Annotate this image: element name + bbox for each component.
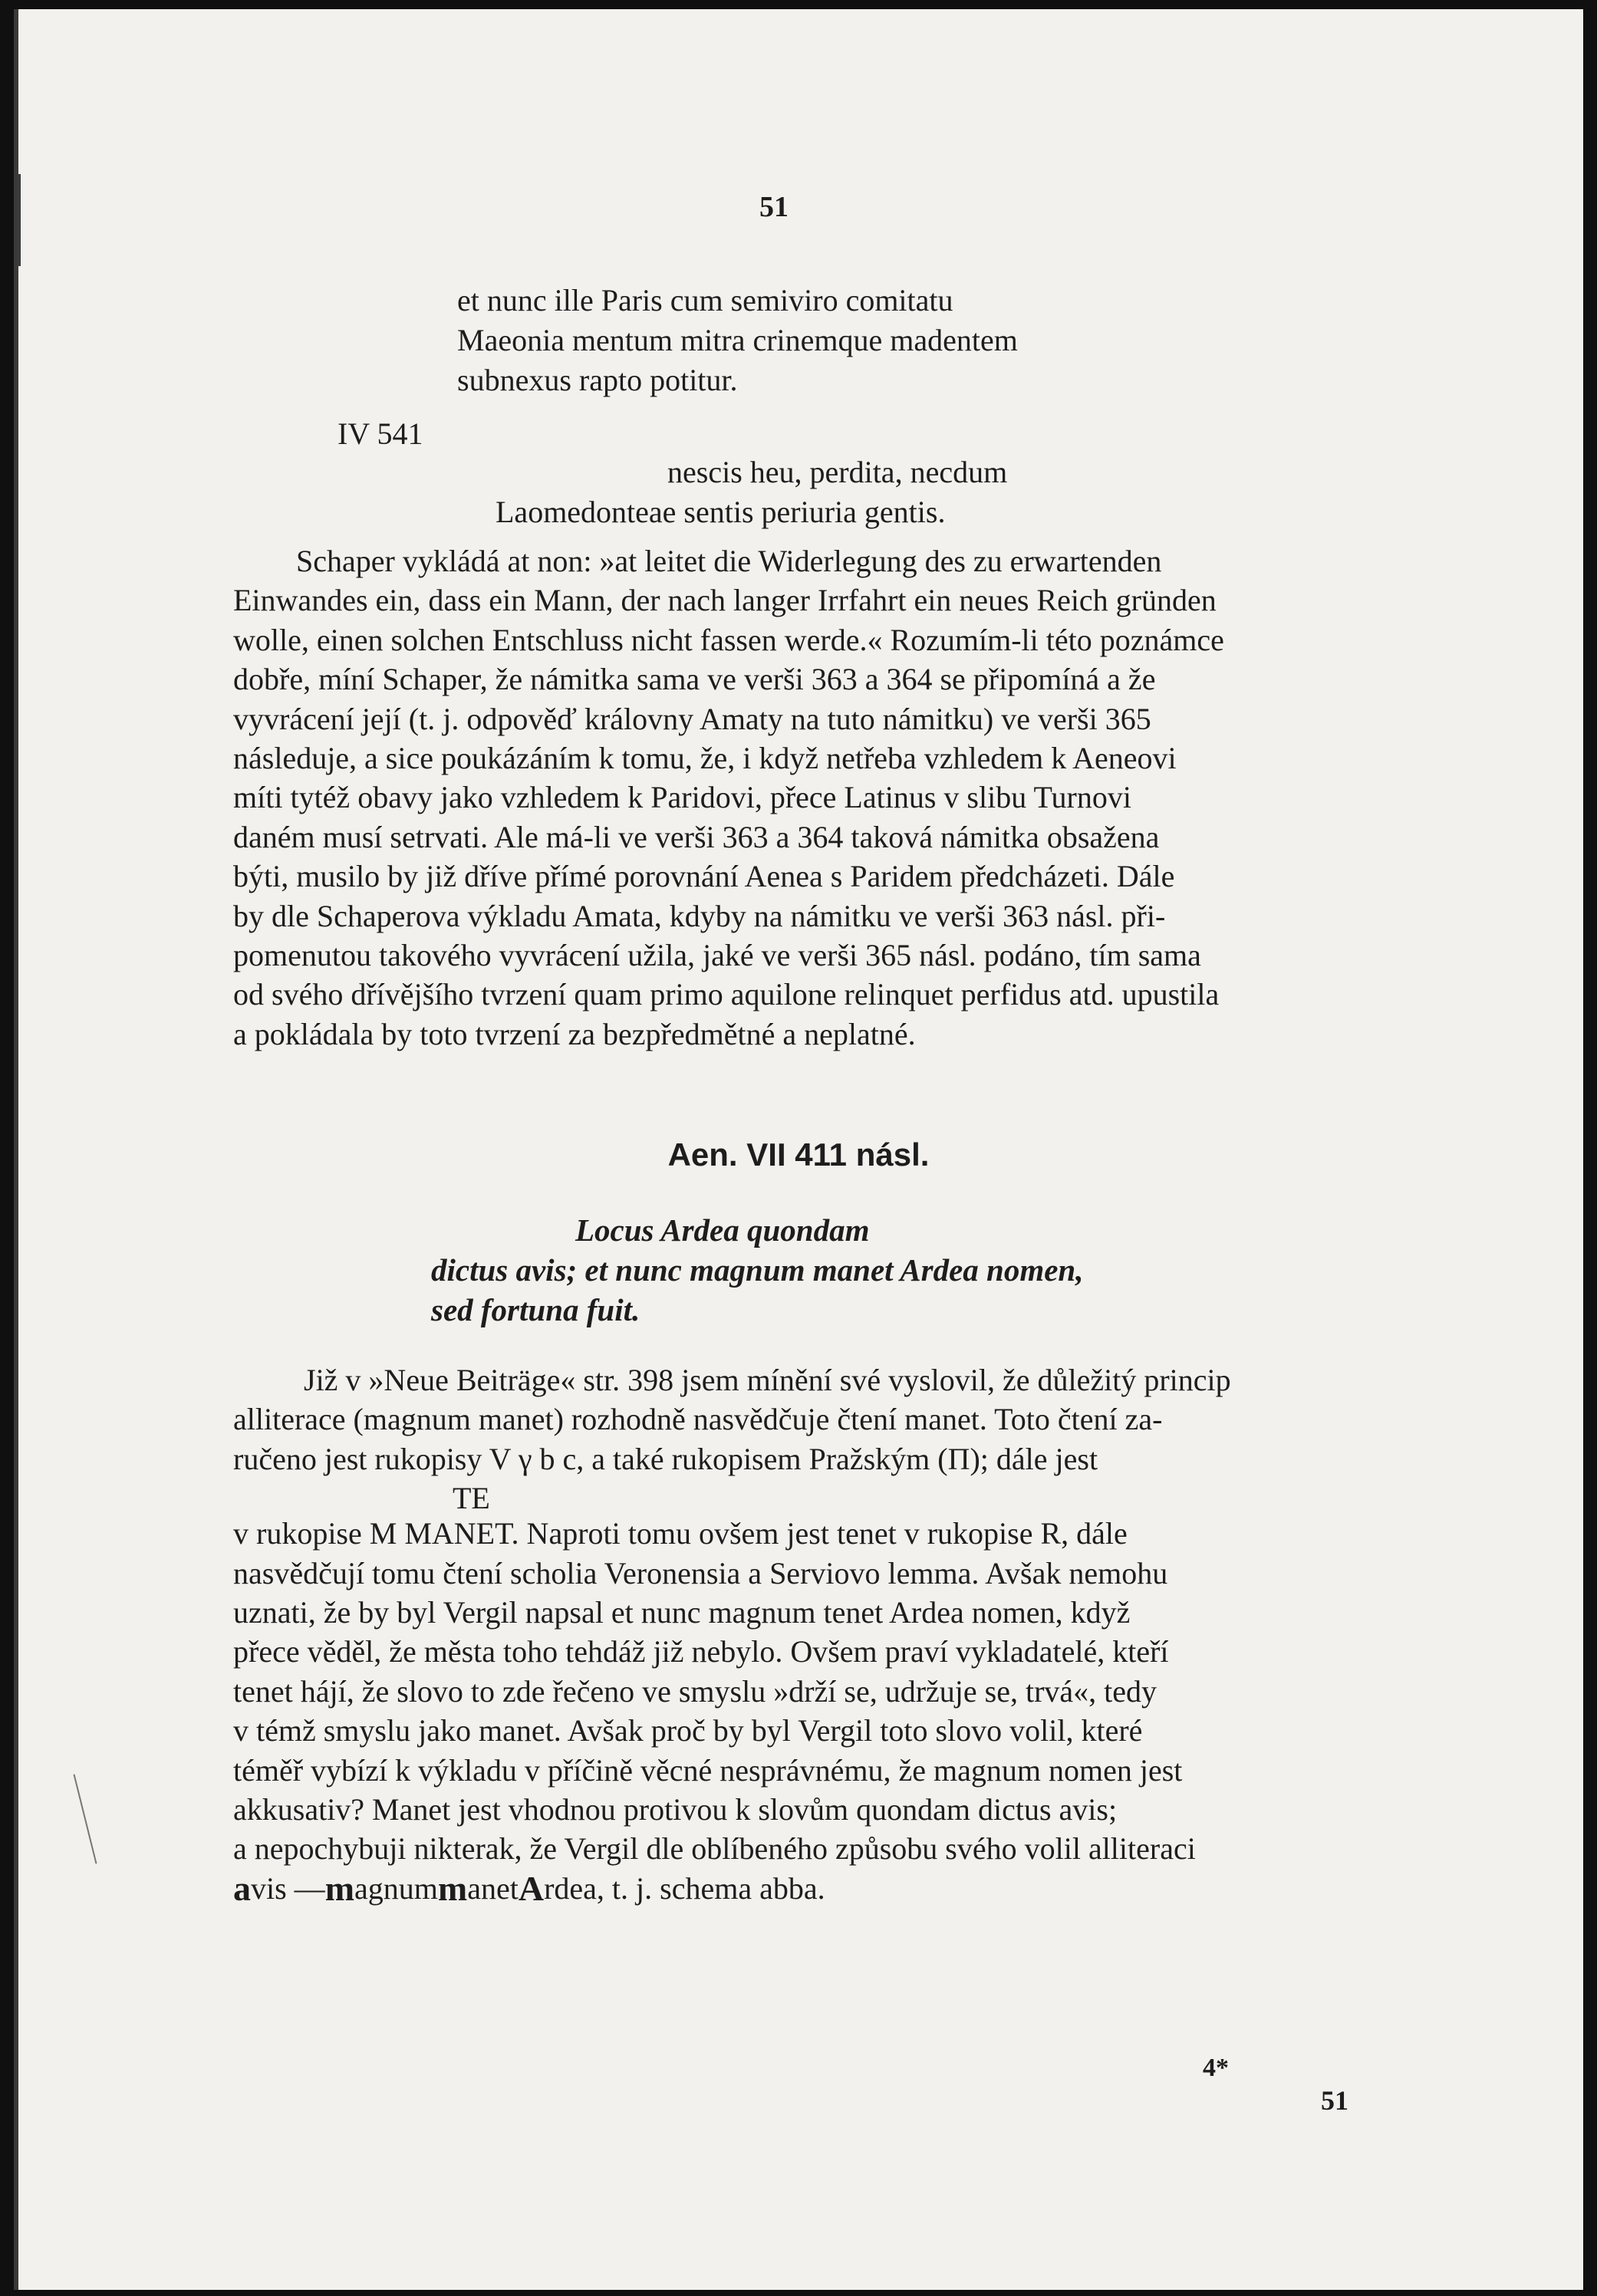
verse-block	[496, 452, 1007, 532]
superscript-line	[233, 1479, 1361, 1514]
alliteration-letter: A	[518, 1868, 545, 1908]
scan-edge-mark	[18, 174, 21, 266]
page-header-number: 51	[759, 191, 789, 223]
text-line: míti tytéž obavy jako vzhledem k Paridovi, přece Latinus v slibu Turnovi	[233, 780, 1131, 815]
text-line: následuje, a sice poukázáním k tomu, že, i když netřeba vzhledem k Aeneovi	[233, 740, 1177, 775]
text-line: Schaper vykládá at non: »at leitet die Widerlegung des zu erwartenden	[296, 544, 1162, 578]
text-line: Einwandes ein, dass ein Mann, der nach langer Irrfahrt ein neues Reich gründen	[233, 583, 1217, 618]
section-heading: Aen. VII 411 násl.	[667, 1136, 930, 1173]
quote-block	[431, 1210, 1083, 1330]
text-line: nasvědčují tomu čtení scholia Veronensia a Serviovo lemma. Avšak nemohu	[233, 1555, 1168, 1590]
text-line: přece věděl, že města toho tehdáž již nebylo. Ovšem praví vykladatelé, kteří	[233, 1634, 1169, 1669]
text-line: a vis — m agnum m anet A rdea, t. j. schema abba.	[233, 1868, 825, 1908]
quote-line: dictus avis; et nunc magnum manet Ardea nomen,	[431, 1252, 1084, 1288]
text-line: pomenutou takového vyvrácení užila, jaké ve verši 365 násl. podáno, tím sama	[233, 937, 1201, 972]
text-line: a pokládala by toto tvrzení za bezpředmětné a neplatné.	[233, 1016, 916, 1051]
paragraph	[233, 541, 1361, 1054]
verse-line: Maeonia mentum mitra crinemque madentem	[457, 323, 1018, 357]
alliteration-letter: m	[324, 1868, 355, 1908]
text-line: daném musí setrvati. Ale má-li ve verši 363 a 364 taková námitka obsažena	[233, 819, 1160, 854]
text-line: by dle Schaperova výkladu Amata, kdyby na námitku ve verši 363 násl. při-	[233, 898, 1166, 933]
text-line: v témž smyslu jako manet. Avšak proč by byl Vergil toto slovo volil, které	[233, 1713, 1143, 1748]
text-line: ručeno jest rukopisy V γ b c, a také rukopisem Pražským (Π); dále jest	[233, 1441, 1098, 1476]
quote-line: sed fortuna fuit.	[431, 1292, 640, 1327]
text-line: wolle, einen solchen Entschluss nicht fassen werde.« Rozumím-li této poznámce	[233, 622, 1224, 657]
text-line: vyvrácení její (t. j. odpověď královny Amaty na tuto námitku) ve verši 365	[233, 701, 1151, 736]
page-footer-number: 51	[1321, 2085, 1348, 2116]
text-line: v rukopise M MANET. Naproti tomu ovšem jest tenet v rukopise R, dále	[233, 1516, 1128, 1551]
text-line: uznati, že by byl Vergil napsal et nunc magnum tenet Ardea nomen, když	[233, 1594, 1131, 1630]
text-line: a nepochybuji nikterak, že Vergil dle oblíbeného způsobu svého volil alliteraci	[233, 1831, 1196, 1867]
alliteration-letter: a	[233, 1868, 251, 1908]
scan-edge-mark	[74, 1775, 97, 1864]
scanned-page	[14, 9, 1583, 2290]
verse-line: nescis heu, perdita, necdum	[667, 455, 1008, 489]
text-line: téměř vybízí k výkladu v příčině věcné nesprávnému, že magnum nomen jest	[233, 1752, 1183, 1788]
alliteration-letter: m	[437, 1868, 468, 1908]
verse-line: et nunc ille Paris cum semiviro comitatu	[457, 283, 953, 317]
verse-line: subnexus rapto potitur.	[457, 363, 738, 397]
text-line: akkusativ? Manet jest vhodnou protivou k slovům quondam dictus avis;	[233, 1791, 1118, 1827]
verse-line: Laomedonteae sentis periuria gentis.	[496, 495, 946, 529]
quote-line: Locus Ardea quondam	[575, 1212, 870, 1248]
signature-mark: 4*	[1203, 2054, 1229, 2082]
verse-reference: IV 541	[338, 416, 423, 451]
verse-block	[457, 281, 1018, 400]
text-line: od svého dřívějšího tvrzení quam primo aquilone relinquet perfidus atd. upustila	[233, 977, 1220, 1012]
text-line: Již v »Neue Beiträge« str. 398 jsem mínění své vyslovil, že důležitý princip	[304, 1363, 1231, 1397]
text-line: dobře, míní Schaper, že námitka sama ve verši 363 a 364 se připomíná a že	[233, 662, 1156, 697]
superscript-note: TE	[453, 1481, 490, 1516]
paragraph	[233, 1360, 1361, 1908]
text-line: alliterace (magnum manet) rozhodně nasvědčuje čtení manet. Toto čtení za-	[233, 1402, 1163, 1437]
text-line: býti, musilo by již dříve přímé porovnání Aenea s Paridem předcházeti. Dále	[233, 859, 1175, 894]
text-line: tenet hájí, že slovo to zde řečeno ve smyslu »drží se, udržuje se, trvá«, tedy	[233, 1673, 1157, 1709]
